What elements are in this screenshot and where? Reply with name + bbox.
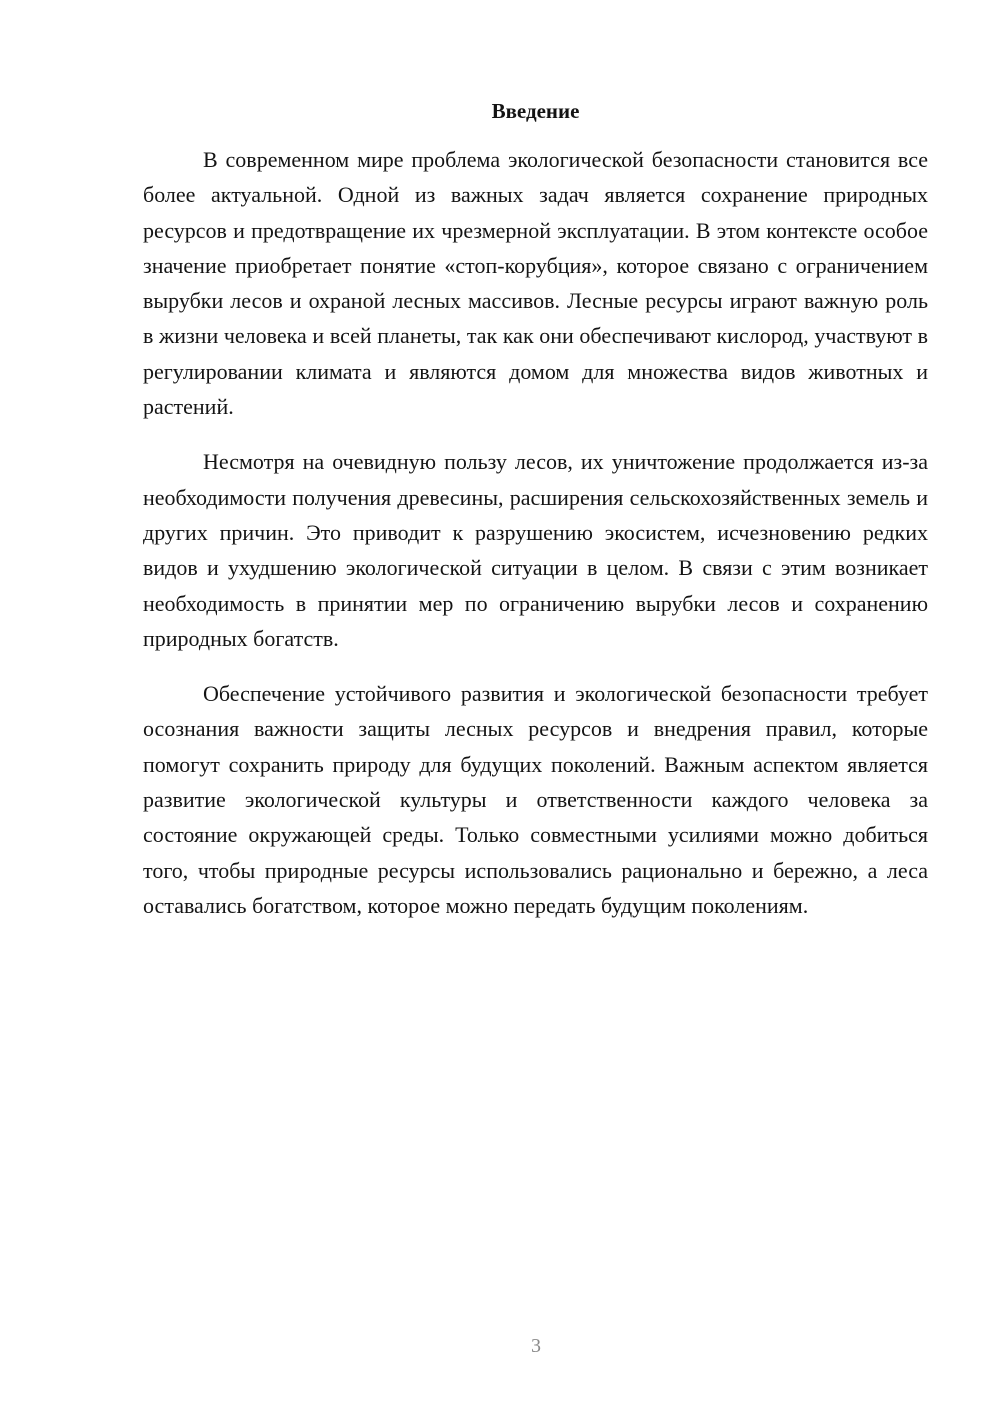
paragraph-3: Обеспечение устойчивого развития и экологической безопасности требует осознания важности защиты лесных ресурсов и внедрения правил, которые помогут сохранить природу для будущих поколений. Важным аспектом является развитие экологической культуры и ответственности каждого человека за состояние окружающей среды. Только совместными усилиями можно добиться того, чтобы природные ресурсы использовались рационально и бережно, а леса оставались богатством, которое можно передать будущим поколениям. — [143, 681, 928, 918]
body-text — [143, 142, 928, 943]
page-number: 3 — [531, 1335, 541, 1357]
section-title: Введение — [491, 99, 580, 123]
paragraph-2: Несмотря на очевидную пользу лесов, их уничтожение продолжается из-за необходимости получения древесины, расширения сельскохозяйственных земель и других причин. Это приводит к разрушению экосистем, исчезновению редких видов и ухудшению экологической ситуации в целом. В связи с этим возникает необходимость в принятии мер по ограничению вырубки лесов и сохранению природных богатств. — [143, 449, 928, 651]
paragraph-1: В современном мире проблема экологической безопасности становится все более актуальной. Одной из важных задач является сохранение природных ресурсов и предотвращение их чрезмерной эксплуатации. В этом контексте особое значение приобретает понятие «стоп-корубция», которое связано с ограничением вырубки лесов и охраной лесных массивов. Лесные ресурсы играют важную роль в жизни человека и всей планеты, так как они обеспечивают кислород, участвуют в регулировании климата и являются домом для множества видов животных и растений. — [143, 147, 928, 420]
